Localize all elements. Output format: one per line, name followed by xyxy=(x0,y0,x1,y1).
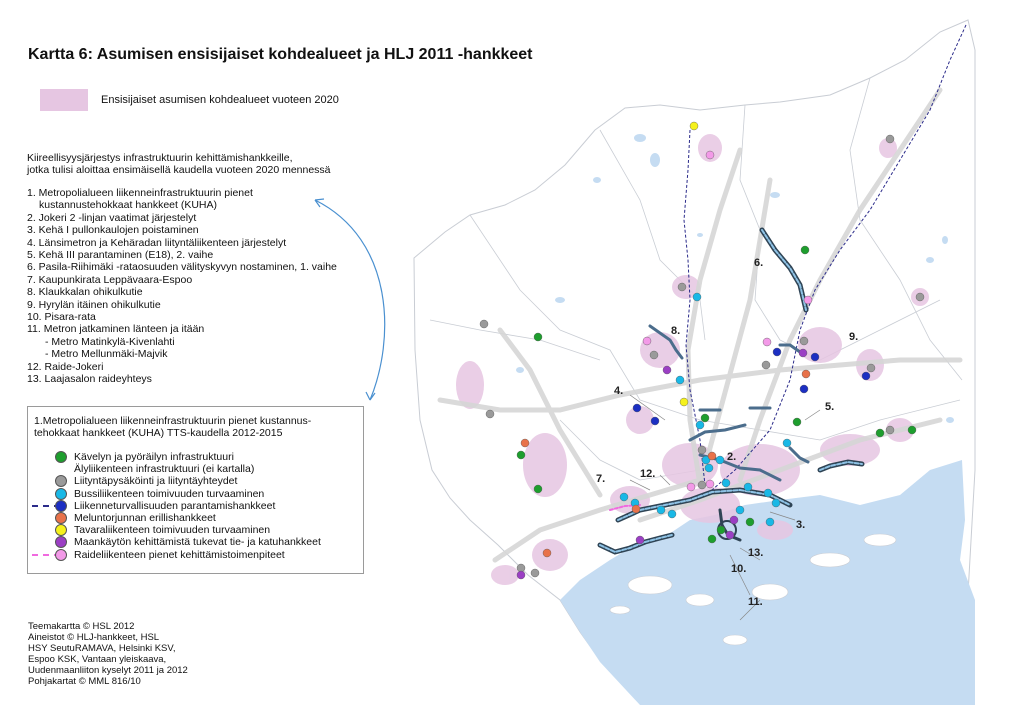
project-item-9: 9. Hyrylän itäinen ohikulkutie xyxy=(27,298,161,311)
credit-line: Pohjakartat © MML 816/10 xyxy=(28,676,141,687)
project-dot xyxy=(517,451,525,459)
project-dot xyxy=(736,506,744,514)
map-label-12: 12. xyxy=(640,468,656,480)
project-dot xyxy=(517,571,525,579)
intro-line: Kiireellisyysjärjestys infrastruktuurin kehittämishankkeille, xyxy=(27,152,293,164)
map-label-3: 3. xyxy=(796,519,806,531)
project-dot xyxy=(802,370,810,378)
project-dot xyxy=(730,516,738,524)
project-dot xyxy=(663,366,671,374)
project-dot xyxy=(867,364,875,372)
project-item-1-cont: kustannustehokkaat hankkeet (KUHA) xyxy=(39,199,218,212)
project-dot xyxy=(763,338,771,346)
project-dot xyxy=(772,499,780,507)
legend-item-label: Meluntorjunnan erillishankkeet xyxy=(74,512,216,524)
project-dot xyxy=(531,569,539,577)
map-label-2: 2. xyxy=(727,451,737,463)
project-dot xyxy=(726,531,734,539)
project-dot xyxy=(534,333,542,341)
project-dot xyxy=(687,483,695,491)
map-label-6: 6. xyxy=(754,257,764,269)
project-dot xyxy=(620,493,628,501)
project-dot xyxy=(650,351,658,359)
credit-line: Teemakartta © HSL 2012 xyxy=(28,621,135,632)
project-item-6: 6. Pasila-Riihimäki -rataosuuden välityskyvyn nostaminen, 1. vaihe xyxy=(27,261,337,274)
project-dot xyxy=(783,439,791,447)
map-label-11: 11. xyxy=(748,596,763,608)
project-item-11: 11. Metron jatkaminen länteen ja itään xyxy=(27,323,205,336)
project-dot xyxy=(708,535,716,543)
project-dot xyxy=(698,481,706,489)
project-dot xyxy=(916,293,924,301)
project-dot xyxy=(801,246,809,254)
project-dot xyxy=(886,426,894,434)
project-dot xyxy=(706,151,714,159)
map-label-7: 7. xyxy=(596,473,606,485)
project-dot xyxy=(680,398,688,406)
project-dot xyxy=(676,376,684,384)
project-dot xyxy=(793,418,801,426)
project-item-5: 5. Kehä III parantaminen (E18), 2. vaihe xyxy=(27,249,214,262)
project-dot xyxy=(722,479,730,487)
legend-dot-symbol xyxy=(55,475,67,487)
project-dot xyxy=(678,283,686,291)
project-dot xyxy=(705,464,713,472)
legend-dot-symbol xyxy=(55,500,67,512)
legend-item-label: Tavaraliikenteen toimivuuden turvaaminen xyxy=(74,524,271,537)
kuha-legend-title xyxy=(34,415,311,439)
project-dot xyxy=(811,353,819,361)
project-dot xyxy=(766,518,774,526)
project-dot xyxy=(657,506,665,514)
legend-item-label: Raideliikenteen pienet kehittämistoimenpiteet xyxy=(74,548,285,561)
legend-dot-symbol xyxy=(55,536,67,548)
project-dot xyxy=(886,135,894,143)
map-label-10: 10. xyxy=(731,563,747,575)
project-item-8: 8. Klaukkalan ohikulkutie xyxy=(27,286,143,299)
credits xyxy=(28,621,188,687)
project-dot xyxy=(764,489,772,497)
project-dot xyxy=(908,426,916,434)
map-label-13: 13. xyxy=(748,547,764,559)
project-dot xyxy=(804,296,812,304)
map-label-8: 8. xyxy=(671,325,681,337)
project-item-1: 1. Metropolialueen liikenneinfrastruktuurin pienet xyxy=(27,187,253,199)
project-dot xyxy=(746,518,754,526)
project-dot xyxy=(480,320,488,328)
map-label-9: 9. xyxy=(849,331,859,343)
legend-item-label: Kävelyn ja pyöräilyn infrastruktuuri xyxy=(74,451,234,463)
housing-area-label: Ensisijaiset asumisen kohdealueet vuoteen 2020 xyxy=(101,94,339,106)
project-dot xyxy=(690,122,698,130)
project-list xyxy=(27,187,337,386)
project-dot xyxy=(534,485,542,493)
legend-dot-symbol xyxy=(55,488,67,500)
project-dot xyxy=(800,385,808,393)
project-dot xyxy=(632,505,640,513)
project-dot xyxy=(716,456,724,464)
project-item-10: 10. Pisara-rata xyxy=(27,311,96,324)
project-dot xyxy=(717,526,725,534)
project-dot xyxy=(636,536,644,544)
project-item-12: 12. Raide-Jokeri xyxy=(27,360,104,373)
legend-dot-symbol xyxy=(55,512,67,524)
project-dot xyxy=(651,417,659,425)
page-title: Kartta 6: Asumisen ensisijaiset kohdealueet ja HLJ 2011 -hankkeet xyxy=(28,46,533,63)
legend-item-label: Maankäytön kehittämistä tukevat tie- ja katuhankkeet xyxy=(74,536,321,549)
project-dot xyxy=(696,421,704,429)
legend-item-label: Bussiliikenteen toimivuuden turvaaminen xyxy=(74,487,265,500)
project-item-7: 7. Kaupunkirata Leppävaara-Espoo xyxy=(27,273,193,286)
project-dot xyxy=(799,349,807,357)
project-dot xyxy=(876,429,884,437)
project-dot xyxy=(633,404,641,412)
project-dot xyxy=(486,410,494,418)
project-dot xyxy=(773,348,781,356)
project-item-13: 13. Laajasalon raideyhteys xyxy=(27,373,152,386)
priority-intro xyxy=(27,152,331,176)
legend-item-label: Liityntäpysäköinti ja liityntäyhteydet xyxy=(74,475,238,488)
legend-dot-symbol xyxy=(55,451,67,463)
legend-dot-symbol xyxy=(55,524,67,536)
project-dot xyxy=(706,480,714,488)
project-dot xyxy=(543,549,551,557)
project-dot xyxy=(701,414,709,422)
credit-line: HSY SeutuRAMAVA, Helsinki KSV, xyxy=(28,643,176,654)
project-dot xyxy=(762,361,770,369)
credit-line: Aineistot © HLJ-hankkeet, HSL xyxy=(28,632,160,643)
intro-line: jotka tulisi aloittaa ensimäisellä kaudella vuoteen 2020 mennessä xyxy=(27,164,331,176)
project-dot xyxy=(862,372,870,380)
kuha-legend-box xyxy=(27,406,364,574)
project-item-11a: - Metro Matinkylä-Kivenlahti xyxy=(45,335,175,348)
kuha-title-line: tehokkaat hankkeet (KUHA) TTS-kaudella 2012-2015 xyxy=(34,427,283,439)
project-item-4: 4. Länsimetron ja Kehäradan liityntäliikenteen järjestelyt xyxy=(27,236,287,249)
project-item-11b: - Metro Mellunmäki-Majvik xyxy=(45,348,168,361)
project-item-2: 2. Jokeri 2 -linjan vaatimat järjestelyt xyxy=(27,211,197,224)
project-dot xyxy=(693,293,701,301)
project-dot xyxy=(643,337,651,345)
project-dot xyxy=(517,564,525,572)
list-arrow-head-bottom xyxy=(366,392,375,400)
legend-item-label: Älyliikenteen infrastruktuuri (ei kartalla) xyxy=(74,463,255,476)
legend-dot-symbol xyxy=(55,549,67,561)
project-dot xyxy=(698,446,706,454)
project-item-3: 3. Kehä I pullonkaulojen poistaminen xyxy=(27,224,199,237)
credit-line: Uudenmaanliiton kyselyt 2011 ja 2012 xyxy=(28,665,188,676)
map-label-4: 4. xyxy=(614,385,624,397)
legend-item-label: Liikenneturvallisuuden parantamishankkeet xyxy=(74,499,276,512)
kuha-title-line: 1.Metropolialueen liikenneinfrastruktuurin pienet kustannus- xyxy=(34,415,312,427)
housing-area-swatch xyxy=(40,89,88,111)
project-dot xyxy=(521,439,529,447)
credit-line: Espoo KSK, Vantaan yleiskaava, xyxy=(28,654,167,665)
project-dot xyxy=(744,483,752,491)
project-dot xyxy=(668,510,676,518)
project-dot xyxy=(708,452,716,460)
project-dot xyxy=(800,337,808,345)
map-label-5: 5. xyxy=(825,401,835,413)
